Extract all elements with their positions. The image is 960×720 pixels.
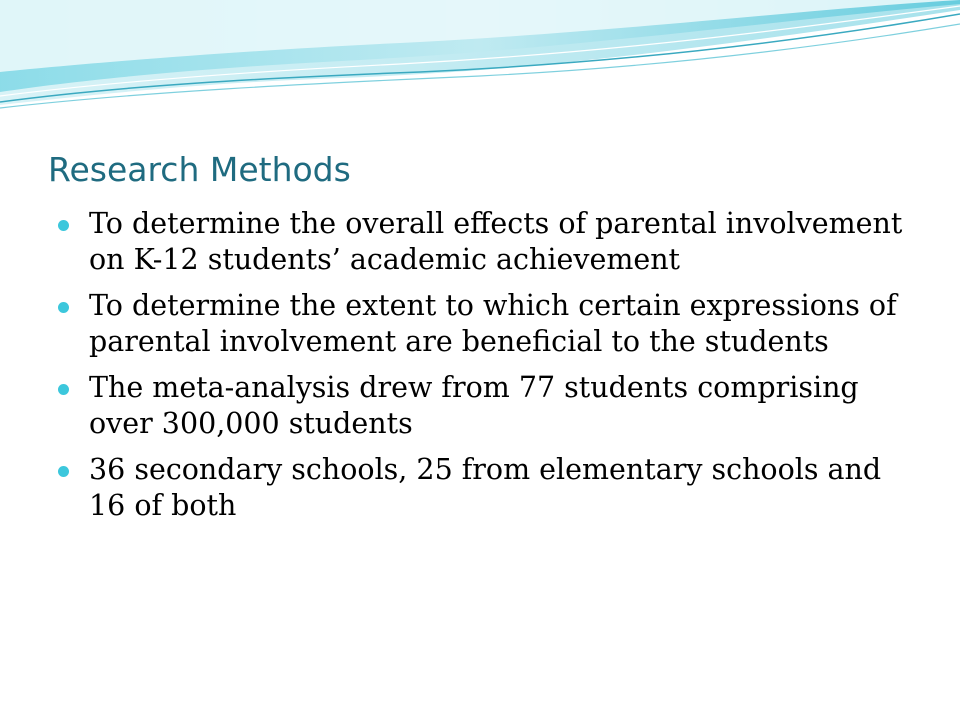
bullet-item (58, 452, 908, 524)
bullet-dot-icon (58, 302, 69, 313)
bullet-text: 36 secondary schools, 25 from elementary schools and 16 of both (89, 453, 882, 522)
bullet-item (58, 288, 908, 360)
slide-title: Research Methods (48, 150, 351, 189)
bullet-item (58, 370, 908, 442)
bullet-text: To determine the extent to which certain expressions of parental involvement are beneficial to the students (89, 289, 897, 358)
bullet-text: The meta-analysis drew from 77 students comprising over 300,000 students (89, 371, 859, 440)
bullet-list (58, 206, 908, 534)
wave-header-decoration (0, 0, 960, 120)
bullet-text: To determine the overall effects of parental involvement on K-12 students’ academic achievement (89, 207, 903, 276)
bullet-dot-icon (58, 384, 69, 395)
bullet-dot-icon (58, 220, 69, 231)
bullet-dot-icon (58, 466, 69, 477)
bullet-item (58, 206, 908, 278)
